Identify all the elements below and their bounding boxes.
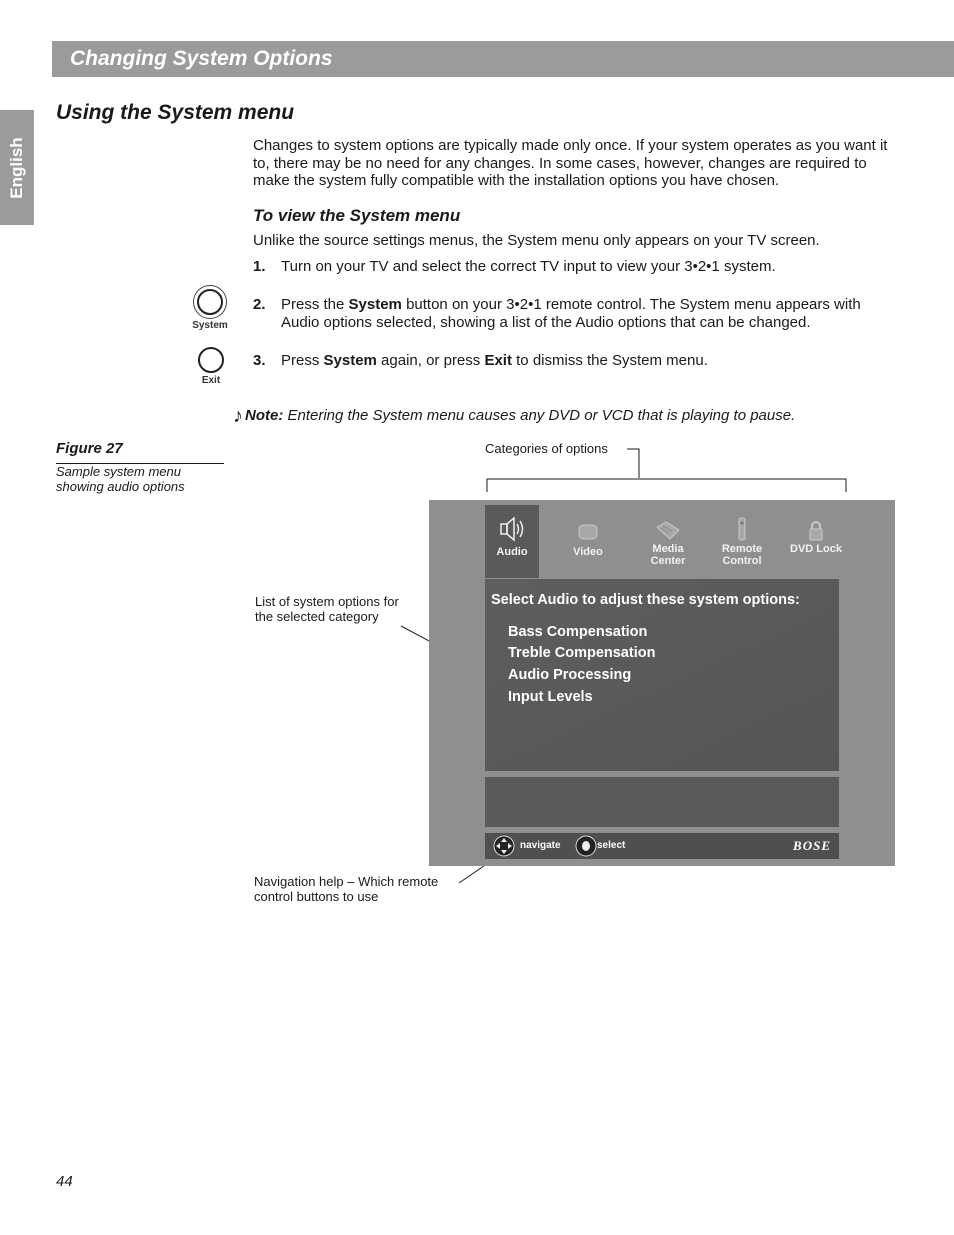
options-panel xyxy=(485,579,839,771)
step-3-part: Press xyxy=(281,352,324,369)
tab-audio[interactable] xyxy=(485,505,539,578)
option-item[interactable]: Treble Compensation xyxy=(508,645,656,661)
page-number: 44 xyxy=(56,1173,73,1190)
media-center-icon xyxy=(641,505,695,543)
tab-label: Remote Control xyxy=(721,543,763,567)
figure-caption: Sample system menu showing audio options xyxy=(56,464,185,494)
note-label: Note: xyxy=(245,407,284,424)
language-tab-label: English xyxy=(7,136,26,199)
subsection-intro: Unlike the source settings menus, the System menu only appears on your TV screen. xyxy=(253,232,820,249)
step-2-part: button on your 3•2•1 remote control. The System menu appears with Audio options selected, showing a list of the Audio options that can be changed. xyxy=(281,296,861,331)
system-button-label: System xyxy=(192,320,228,331)
subsection-title: To view the System menu xyxy=(253,206,461,225)
speaker-icon xyxy=(485,505,539,543)
figure-label: Figure 27 xyxy=(56,440,123,457)
callout-list: List of system options for the selected category xyxy=(255,594,399,624)
tab-dvd-lock[interactable] xyxy=(789,505,843,578)
categories-leader xyxy=(627,449,639,478)
step-2-number: 2. xyxy=(253,296,266,313)
tab-media-center[interactable] xyxy=(641,505,695,578)
callout-categories: Categories of options xyxy=(485,441,608,456)
step-2-part: Press the xyxy=(281,296,349,313)
step-3-number: 3. xyxy=(253,352,266,369)
section-title: Using the System menu xyxy=(56,101,295,124)
navigate-pad-icon xyxy=(493,835,515,857)
bose-logo: BOSE xyxy=(793,838,831,853)
step-2-bold: System xyxy=(348,296,402,313)
navigate-label: navigate xyxy=(520,840,561,851)
step-1-number: 1. xyxy=(253,258,266,275)
lock-icon xyxy=(789,505,843,543)
note-text: Entering the System menu causes any DVD or VCD that is playing to pause. xyxy=(283,407,796,424)
callout-nav-help: Navigation help – Which remote control buttons to use xyxy=(254,874,439,904)
exit-button-label: Exit xyxy=(201,375,221,386)
option-item[interactable]: Audio Processing xyxy=(508,667,632,683)
categories-bracket xyxy=(487,479,846,492)
option-item[interactable]: Bass Compensation xyxy=(508,624,648,640)
tab-remote-control[interactable] xyxy=(715,505,769,578)
system-menu-screen xyxy=(429,500,895,866)
remote-icon xyxy=(715,505,769,543)
select-label: select xyxy=(597,840,626,851)
select-button-icon xyxy=(575,835,597,857)
tab-label: DVD Lock xyxy=(790,543,842,555)
step-3-part: again, or press xyxy=(376,352,485,369)
tab-label: Audio xyxy=(496,546,528,558)
info-panel xyxy=(485,777,839,827)
tab-label: Media Center xyxy=(650,543,686,567)
section-intro: Changes to system options are typically made only once. If your system operates as you want it to, there may be no need for any changes. In some cases, however, changes are required to make the system fully compatible with the installation options you have chosen. xyxy=(253,137,888,189)
music-note-icon: ♪ xyxy=(233,405,243,427)
tab-video[interactable] xyxy=(561,505,615,578)
navigation-help-bar xyxy=(485,833,839,859)
step-3-bold: System xyxy=(323,352,377,369)
step-3-bold: Exit xyxy=(484,352,512,369)
tab-label: Video xyxy=(573,546,603,558)
options-heading: Select Audio to adjust these system options: xyxy=(491,592,800,608)
step-3-part: to dismiss the System menu. xyxy=(511,352,708,369)
option-item[interactable]: Input Levels xyxy=(508,689,593,705)
monitor-icon xyxy=(561,505,615,543)
step-1-part: Turn on your TV and select the correct TV input to view your 3•2•1 system. xyxy=(281,258,776,275)
page-header-title: Changing System Options xyxy=(70,47,333,70)
